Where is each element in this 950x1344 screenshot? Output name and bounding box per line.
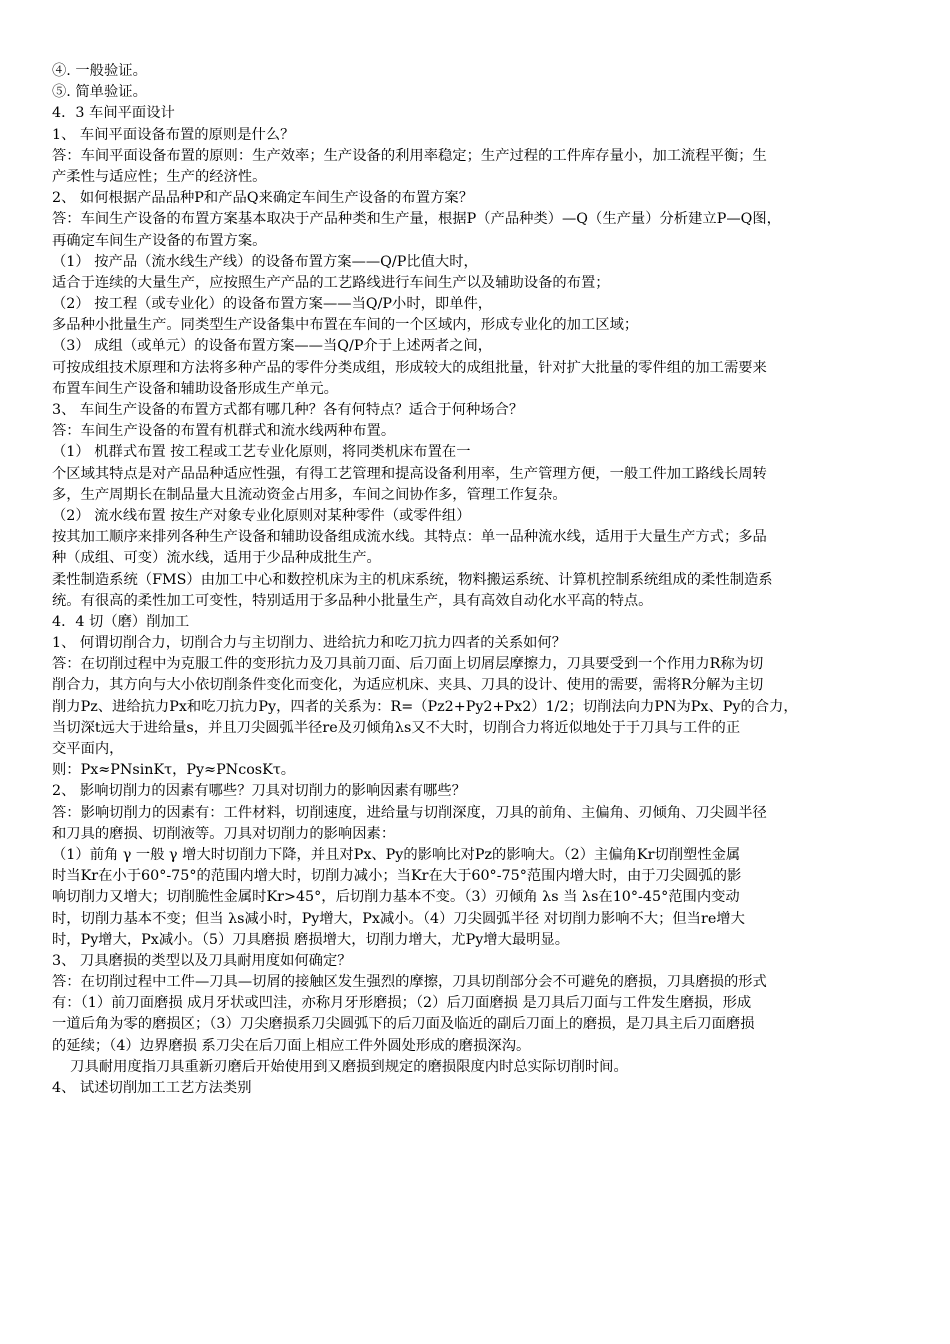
question-line: 2、 影响切削力的因素有哪些？刀具对切削力的影响因素有哪些？ [52,783,466,800]
list-item-line: （1） 按产品（流水线生产线）的设备布置方案——Q/P比值大时， [52,253,478,270]
text-line: 可按成组技术原理和方法将多种产品的零件分类成组，形成较大的成组批量，针对扩大批量的零件组的加工需要来 [52,359,767,376]
text-line: 一道后角为零的磨损区；（3）刀尖磨损系刀尖圆弧下的后刀面及临近的副后刀面上的磨损，是刀具主后刀面磨损 [52,1016,755,1033]
question-line: 3、 车间生产设备的布置方式都有哪几种？各有何特点？适合于何种场合？ [52,402,524,418]
text-line: 有：（1）前刀面磨损 成月牙状或凹洼，亦称月牙形磨损；（2）后刀面磨损 是刀具后刀面与工件发生磨损，形成 [52,995,752,1012]
question-line: 2、 如何根据产品品种P和产品Q来确定车间生产设备的布置方案？ [52,190,473,207]
text-line: 柔性制造系统（FMS）由加工中心和数控机床为主的机床系统，物料搬运系统、计算机控制系统组成的柔性制造系 [52,571,773,588]
list-item-line: （1）前角 γ 一般 γ 增大时切削力下降，并且对Px、Py的影响比对Pz的影响大。（2）主偏角Kr切削塑性金属 [52,846,741,863]
text-line: 个区域其特点是对产品品种适应性强，有得工艺管理和提高设备利用率，生产管理方便，一般工件加工路线长周转 [52,465,767,482]
text-line: 按其加工顺序来排列各种生产设备和辅助设备组成流水线。其特点：单一品种流水线，适用于大量生产方式；多品 [52,529,767,546]
section-heading: 4．3 车间平面设计 [52,105,175,122]
text-line: 的延续；（4）边界磨损 系刀尖在后刀面上相应工件外圆处形成的磨损深沟。 [52,1037,531,1054]
text-line: 种（成组、可变）流水线，适用于少品种成批生产。 [52,550,381,567]
text-line: 多，生产周期长在制品量大且流动资金占用多，车间之间协作多，管理工作复杂。 [52,486,567,503]
text-line: ⑤. 简单验证。 [52,84,147,101]
question-line: 1、 车间平面设备布置的原则是什么？ [52,126,295,143]
text-line: 当切深t远大于进给量s，并且刀尖圆弧半径re及刃倾角λs又不大时，切削合力将近似地处于于刀具与工件的正 [52,719,741,736]
text-line: 布置车间生产设备和辅助设备形成生产单元。 [52,380,338,397]
text-line: 统。有很高的柔性加工可变性，特别适用于多品种小批量生产，具有高效自动化水平高的特点。 [52,592,653,609]
text-line: 时当Kr在小于60°-75°的范围内增大时，切削力减小；当Kr在大于60°-75°范围内增大时，由于刀尖圆弧的影 [52,868,742,885]
answer-line: 答：车间生产设备的布置有机群式和流水线两种布置。 [52,423,396,440]
section-heading: 4．4 切（磨）削加工 [52,613,190,630]
text-line: 响切削力又增大；切削脆性金属时Kr>45°，后切削力基本不变。（3）刃倾角 λs 当 λs在10°-45°范围内变动 [52,889,740,906]
list-item-line: （1） 机群式布置 按工程或工艺专业化原则，将同类机床布置在一 [52,444,471,461]
question-line: 4、 试述切削加工工艺方法类别 [52,1080,252,1096]
text-line: 多品种小批量生产。同类型生产设备集中布置在车间的一个区域内，形成专业化的加工区域； [52,317,639,334]
list-item-line: （2） 按工程（或专业化）的设备布置方案——当Q/P小时，即单件， [52,296,493,313]
answer-line: 答：车间生产设备的布置方案基本取决于产品种类和生产量，根据P（产品种类）—Q（生产量）分析建立P—Q图， [52,211,781,228]
answer-line: 答：影响切削力的因素有：工件材料，切削速度，进给量与切削深度，刀具的前角、主偏角、刃倾角、刀尖圆半径 [52,804,767,821]
answer-line: 答：在切削过程中工件—刀具—切屑的接触区发生强烈的摩擦，刀具切削部分会不可避免的磨损，刀具磨损的形式 [52,974,767,991]
text-line: 交平面内， [52,741,124,757]
text-line: 再确定车间生产设备的布置方案。 [52,232,267,249]
list-item-line: （3） 成组（或单元）的设备布置方案——当Q/P介于上述两者之间， [52,338,493,355]
question-line: 1、 何谓切削合力，切削合力与主切削力、进给抗力和吃刀抗力四者的关系如何？ [52,635,567,652]
question-line: 3、 刀具磨损的类型以及刀具耐用度如何确定？ [52,952,352,969]
text-line: 削力Pz、进给抗力Px和吃刀抗力Py，四者的关系为：R=（Pz2+Py2+Px2）1/2；切削法向力PN为Px、Py的合力， [52,698,798,715]
document-page [52,61,900,1099]
text-line: 产柔性与适应性；生产的经济性。 [52,168,267,185]
list-item-line: （2） 流水线布置 按生产对象专业化原则对某种零件（或零件组） [52,507,471,524]
answer-line: 答：在切削过程中为克服工件的变形抗力及刀具前刀面、后刀面上切屑层摩擦力，刀具要受到一个作用力R称为切 [52,656,764,673]
text-line: ④. 一般验证。 [52,63,147,79]
text-line: 时，Py增大，Px减小。（5）刀具磨损 磨损增大，切削力增大，尤Py增大最明显。 [52,931,570,948]
answer-line: 答：车间平面设备布置的原则：生产效率；生产设备的利用率稳定；生产过程的工件库存量小，加工流程平衡；生 [52,147,767,164]
text-line: 适合于连续的大量生产，应按照生产产品的工艺路线进行车间生产以及辅助设备的布置； [52,274,610,291]
text-line: 时，切削力基本不变；但当 λs减小时，Py增大，Px减小。（4）刀尖圆弧半径 对切削力影响不大；但当re增大 [52,910,745,927]
text-line: 刀具耐用度指刀具重新刃磨后开始使用到又磨损到规定的磨损限度内时总实际切削时间。 [52,1058,628,1075]
text-line: 削合力，其方向与大小依切削条件变化而变化，为适应机床、夹具、刀具的设计、使用的需要，需将R分解为主切 [52,677,764,694]
text-line: 和刀具的磨损、切削液等。刀具对切削力的影响因素： [52,825,396,842]
formula-line: 则：Px≈PNsinKτ，Py≈PNcosKτ。 [52,762,296,779]
